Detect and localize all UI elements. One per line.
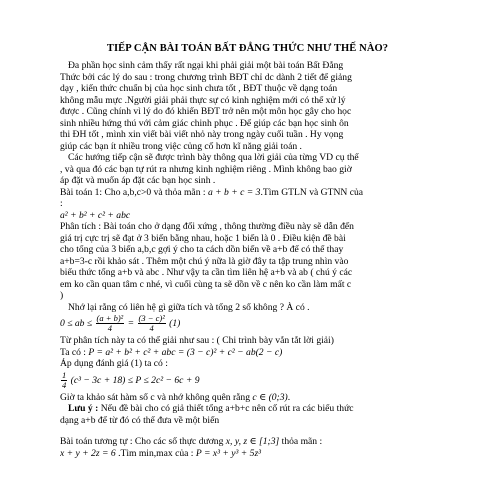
analysis-line: a+b=3-c rồi khảo sát . Thêm một chú ý nữa là giờ đây ta tập trung nhìn vào [60, 255, 349, 267]
ta-co-expression: P = a² + b² + c² + abc = (3 − c)² + c² − ab(2 − c) [88, 346, 283, 358]
note-text: Nếu đề bài cho có giả thiết tổng a+b+c nên cố rút ra các biểu thức [100, 403, 354, 414]
analysis-line: cho tổng của 3 biến a,b,c gợi ý cho ta cách dồn biến về a+b để có thể thay [60, 244, 344, 255]
intro-line: áp đặt và muốn áp đặt các bạn học sinh . [60, 175, 216, 186]
intro-line: không mẫu mực .Người giải phải thực sự có kinh nghiệm mới có thể xử lý [60, 94, 346, 106]
intro-line: giúp các bạn ít nhiều trong việc củng cố hơn kĩ năng giải toán . [60, 140, 302, 152]
inequality-left: 0 ≤ ab ≤ [60, 318, 93, 329]
intro-line: được . Cũng chính vì lý do đó khiến BĐT trở nên một môn học gây cho học [60, 106, 352, 117]
intro-line: sinh nhiều hứng thú với cảm giác chinh phục . Để giúp các bạn học sinh ôn [60, 117, 349, 129]
analysis-line: em ko cần quan tâm c nhé, vì cuối cùng ta sẽ dồn về c nên ko cần làm mất c [60, 278, 352, 290]
equation-tag: (1) [169, 318, 181, 329]
note-line-2: dạng a+b để từ đó có thể đưa về một biến [60, 414, 220, 426]
analysis-line: giá trị cực trị sẽ đạt ở 3 biến bằng nhau, hoặc 1 biến là 0 . Điều kiện đề bài [60, 232, 346, 244]
survey-text: Giờ ta khảo sát hàm số c và nhớ không quên rằng [60, 391, 250, 403]
fraction-numerator: 1 [62, 369, 67, 380]
intro-line: Thức bởi các lý do sau : trong chương trình BĐT chỉ dc dành 2 tiết để giảng [60, 71, 352, 83]
problem-1-label: Bài toán 1: Cho a,b,c>0 và thỏa mãn : [60, 186, 206, 198]
problem-1-statement [60, 187, 468, 199]
analysis-line: ) [60, 290, 64, 301]
bound-inequality [60, 370, 468, 392]
equals-sign: = [127, 318, 135, 329]
fraction [96, 314, 125, 333]
fraction-denominator: 4 [107, 323, 112, 334]
fraction [138, 314, 166, 333]
document-body [60, 60, 468, 459]
intro-line: , và qua đó các bạn tự rút ra nhưng kinh nghiệm riêng . Mình không bao giờ [60, 163, 352, 175]
solution-intro: Từ phân tích này ta có thể giải như sau : ( Chi trình bày vắn tắt lời giải) [60, 335, 334, 346]
intro-line: Đa phần học sinh cảm thấy rất ngại khi phải giải một bài toán Bất Đẳng [68, 60, 344, 71]
analysis-line: biểu thức tổng a+b và abc . Như vậy ta cần tìm liên hệ a+b và ab ( chú ý các [60, 267, 353, 278]
fraction-numerator: (a + b)² [96, 313, 124, 324]
recall-line: Nhớ lại rằng có liên hệ gì giữa tích và tổng 2 số không ? À có . [68, 301, 310, 313]
similar-task: .Tìm min,max của : [118, 447, 194, 459]
similar-constraint-line [60, 448, 468, 460]
bound-expression: (c³ − 3c + 18) ≤ P ≤ 2c² − 6c + 9 [70, 374, 200, 386]
ta-co-line [60, 347, 468, 359]
apply-line: Áp dụng đánh giá (1) ta có : [60, 358, 168, 369]
problem-1-expression: a² + b² + c² + abc [60, 209, 131, 221]
intro-line: dạy , kiến thức chuẩn bị của học sinh chưa tốt , BĐT thuộc về dạng toán [60, 83, 338, 94]
fraction [61, 371, 67, 390]
analysis-line: Phân tích : Bài toán cho ở dạng đối xứng , thông thường điều này sẽ dẫn đến [60, 221, 354, 232]
problem-1-task: .Tìm GTLN và GTNN của [260, 186, 364, 198]
note-label: Lưu ý : [68, 403, 99, 414]
note-line [60, 403, 468, 415]
fraction-denominator: 4 [62, 379, 67, 390]
fraction-numerator: (3 − c)² [138, 313, 165, 324]
similar-condition-word: thỏa mãn : [281, 436, 323, 447]
survey-condition: c ∈ (0;3) [252, 391, 288, 403]
intro-line: Các hướng tiếp cận sẽ được trình bày thông qua lời giải của từng VD cụ thể [68, 152, 359, 163]
problem-1-condition: a + b + c = 3 [207, 186, 261, 198]
fraction-denominator: 4 [149, 323, 154, 334]
problem-1-colon: : [60, 198, 63, 209]
similar-variables: x, y, z ∈ [1;3] [225, 436, 280, 447]
survey-line [60, 392, 468, 404]
similar-label: Bài toán tương tự : Cho các số thực dương [60, 436, 224, 447]
similar-problem-line [60, 436, 468, 448]
similar-constraint: x + y + 2z = 6 [60, 447, 116, 459]
intro-line: thi ĐH tốt , mình xin viết bài viết nhỏ này trong ngày cuối tuần . Hy vọng [60, 129, 344, 140]
survey-end: . [287, 391, 291, 403]
document-title: TIẾP CẬN BÀI TOÁN BẤT ĐẲNG THỨC NHƯ THẾ NÀO? [106, 43, 389, 54]
similar-expression: P = x³ + y³ + 5z³ [195, 447, 262, 459]
inequality-1 [60, 313, 468, 335]
ta-co-label: Ta có : [60, 346, 86, 358]
